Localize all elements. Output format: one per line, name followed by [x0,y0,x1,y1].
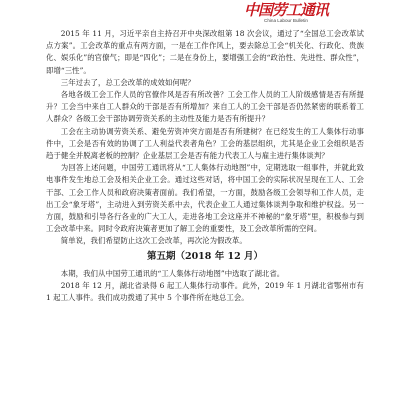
paragraph-method: 为回答上述问题，中国劳工通讯将从“工人集体行动地图”中，定期选取一组事件，并就此致电事件发生地总工会及相关企业工会。通过这些对话，将中国工会的实际状况呈现在工人、工会干部、工会工作人员和政府决策者面前。我们希望，一方面，鼓励各级工会领导和工作人员，走出工会“象牙塔”，主动进入到劳资关系中去，代表企业工人通过集体谈判争取和维护权益。另一方面，鼓励和引导各行各业的广大工人，走进各地工会这座并不神秘的“象牙塔”里，积极参与到工会改革中来。同时令政府决策者更加了解工会的重要性，及工会改革所需的空间。 [46,163,364,234]
paragraph-intro: 2015 年 11 月，习近平亲自主持召开中央深改组第 18 次会议，通过了“全国总工会改革试点方案”。工会改革的重点有两方面，一是在工作作风上，要去除总工会“机关化、行政化、贵族化、娱乐化”的官僚气；即是“四化”；二是在身份上，要增强工会的“政治性、先进性、群众性”，即增“三性”。 [46,29,364,75]
paragraph-question: 三年过去了，总工会改革的成效如何呢？ [60,77,195,87]
paragraph-questions-role: 工会在主动协调劳资关系、避免劳资冲突方面是否有所建树？在已经发生的工人集体行动事件中，工会是否有效的协调了工人利益代表者角色？工会的基层组织，尤其是企业工会组织是否趋于健全并脱离老板的控制？企业基层工会是否有能力代表工人与雇主进行集体谈判？ [46,126,364,161]
logo-chinese-wordmark: 中国劳工通讯 [243,1,328,19]
paragraph-issue-events: 2018 年 12 月，湖北省录得 6 起工人集体行动事件。此外，2019 年 1 月湖北省鄂州市有 1 起工人事件。我们成功拨通了其中 5 个事件所在地总工会。 [46,280,364,303]
paragraph-questions-staff: 各地各级工会工作人员的官僚作风是否有所改善？工会工作人员的工人阶级感情是否有所提升？工会当中来自工人群众的干部是否有所增加？来自工人的工会干部是否仍然紧密的联系着工人群众？各级工会干部协调劳资关系的主动性及能力是否有所提升？ [46,90,364,124]
masthead-logo [236,2,336,24]
paragraph-issue-intro: 本期，我们从中国劳工通讯的“工人集体行动地图”中选取了湖北省。 [60,268,285,278]
section-heading: 第五期（2018 年 12 月） [146,250,264,262]
article-body [46,28,364,304]
logo-english-wordmark: China Labour Bulletin [264,18,308,23]
paragraph-summary: 简单说，我们希望防止这次工会改革，再次沦为假改革。 [60,236,247,246]
